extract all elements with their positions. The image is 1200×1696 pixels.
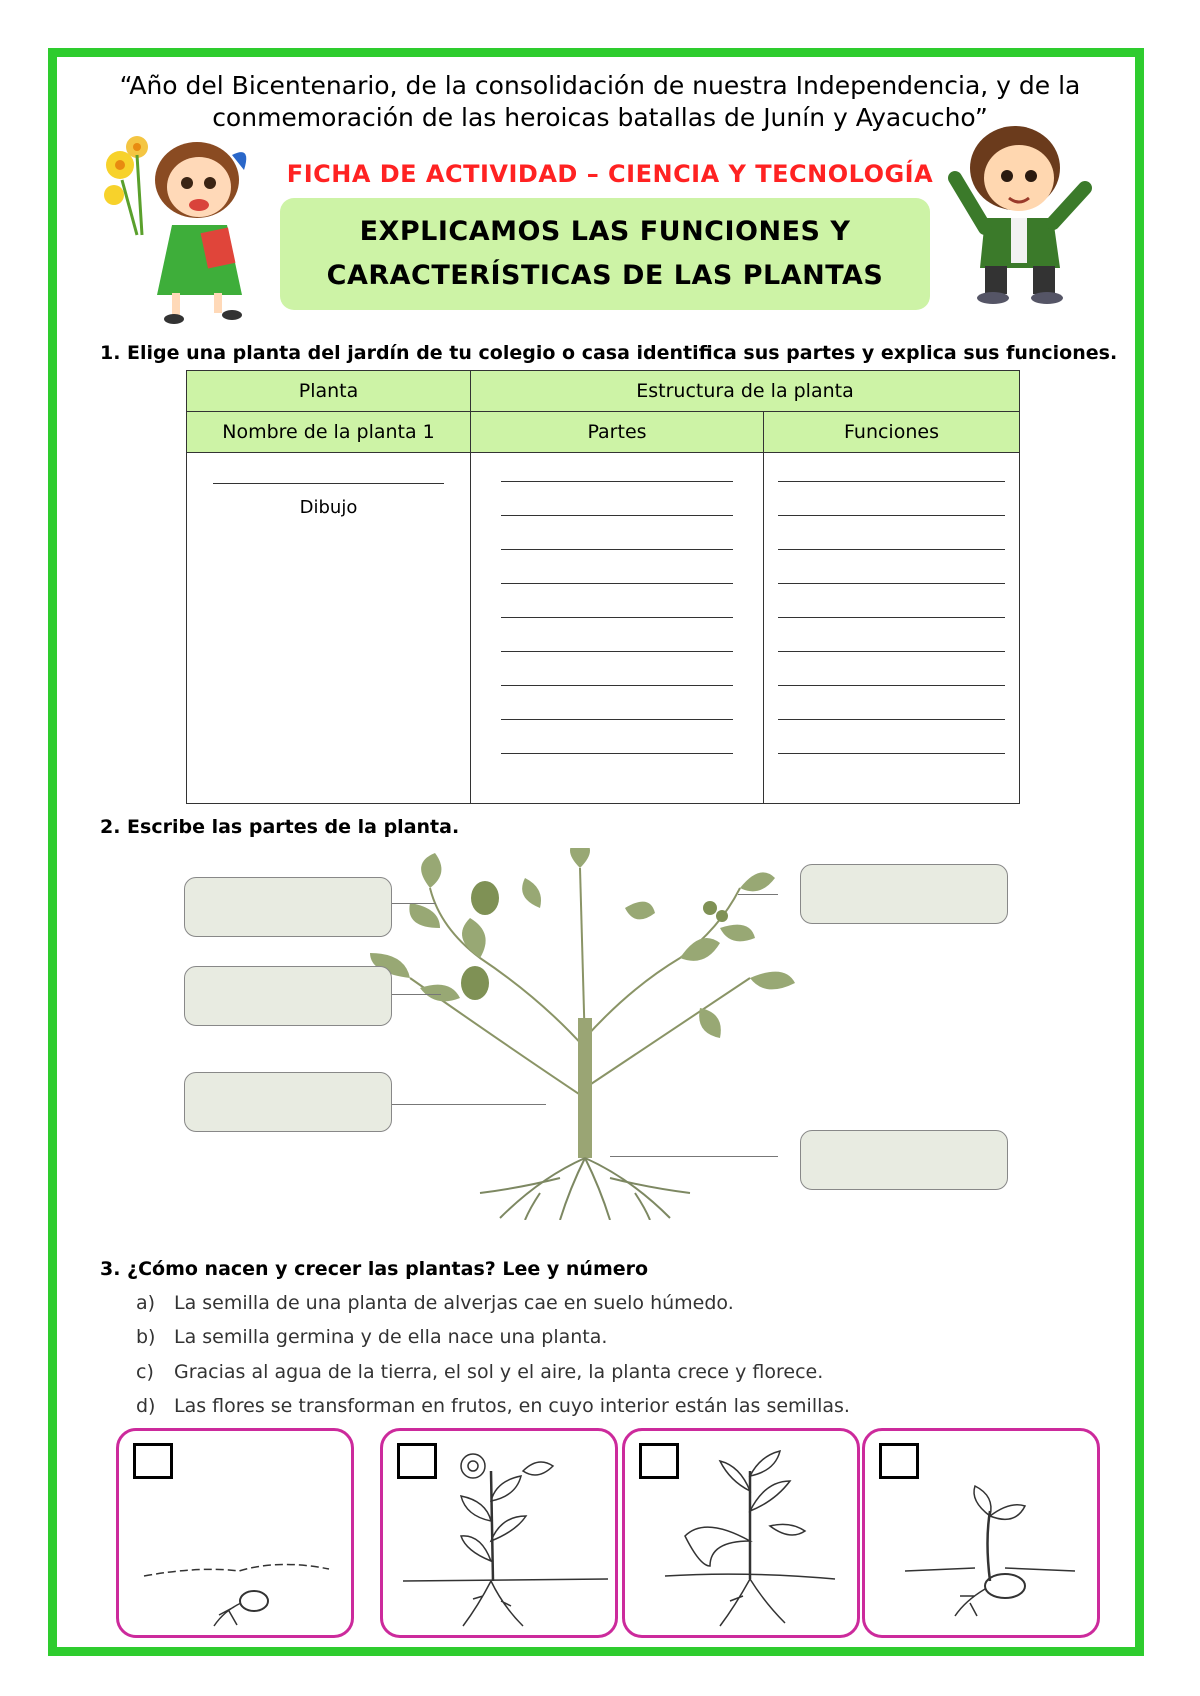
functions-line[interactable] bbox=[778, 583, 1005, 584]
motto-line-2: conmemoración de las heroicas batallas de Junín y Ayacucho” bbox=[212, 103, 988, 132]
option-b bbox=[136, 1326, 607, 1348]
stage-panel-growing bbox=[622, 1428, 860, 1638]
question-3: 3. ¿Cómo nacen y crecer las plantas? Lee y número bbox=[100, 1258, 649, 1280]
option-letter: c) bbox=[136, 1361, 154, 1383]
connector-line bbox=[386, 903, 436, 904]
drawing-cell[interactable] bbox=[187, 453, 471, 804]
parts-line[interactable] bbox=[501, 753, 733, 754]
plant-name-line[interactable] bbox=[213, 483, 444, 484]
functions-line[interactable] bbox=[778, 515, 1005, 516]
stage-panel-flower bbox=[380, 1428, 618, 1638]
functions-line[interactable] bbox=[778, 481, 1005, 482]
functions-line[interactable] bbox=[778, 719, 1005, 720]
option-text: Gracias al agua de la tierra, el sol y el aire, la planta crece y florece. bbox=[174, 1361, 824, 1383]
stage-panel-seed bbox=[116, 1428, 354, 1638]
plant-part-box[interactable] bbox=[800, 1130, 1008, 1190]
order-checkbox[interactable] bbox=[879, 1443, 919, 1479]
header-plant-name: Nombre de la planta 1 bbox=[187, 412, 471, 453]
parts-cell[interactable] bbox=[471, 453, 764, 804]
plant-part-box[interactable] bbox=[184, 1072, 392, 1132]
option-letter: b) bbox=[136, 1326, 156, 1348]
functions-line[interactable] bbox=[778, 549, 1005, 550]
title-line-1: EXPLICAMOS LAS FUNCIONES Y bbox=[359, 216, 851, 247]
connector-line bbox=[738, 894, 778, 895]
plant-table bbox=[186, 370, 1020, 804]
option-text: La semilla germina y de ella nace una planta. bbox=[174, 1326, 608, 1348]
order-checkbox[interactable] bbox=[397, 1443, 437, 1479]
girl-illustration bbox=[92, 125, 292, 325]
parts-line[interactable] bbox=[501, 719, 733, 720]
stage-panel-germination bbox=[862, 1428, 1100, 1638]
plant-part-box[interactable] bbox=[184, 966, 392, 1026]
question-2: 2. Escribe las partes de la planta. bbox=[100, 816, 460, 838]
functions-line[interactable] bbox=[778, 753, 1005, 754]
header-plant: Planta bbox=[187, 371, 471, 412]
parts-line[interactable] bbox=[501, 515, 733, 516]
option-d bbox=[136, 1395, 850, 1417]
motto-line-1: “Año del Bicentenario, de la consolidación de nuestra Independencia, y de la bbox=[119, 71, 1081, 100]
option-text: Las flores se transforman en frutos, en cuyo interior están las semillas. bbox=[174, 1395, 850, 1417]
parts-line[interactable] bbox=[501, 651, 733, 652]
header-functions: Funciones bbox=[764, 412, 1020, 453]
plant-part-box[interactable] bbox=[800, 864, 1008, 924]
header-structure: Estructura de la planta bbox=[471, 371, 1020, 412]
connector-line bbox=[386, 1104, 546, 1105]
option-text: La semilla de una planta de alverjas cae en suelo húmedo. bbox=[174, 1292, 734, 1314]
drawing-label: Dibujo bbox=[299, 497, 358, 518]
functions-cell[interactable] bbox=[764, 453, 1020, 804]
plant-diagram bbox=[180, 848, 1020, 1220]
parts-line[interactable] bbox=[501, 685, 733, 686]
order-checkbox[interactable] bbox=[133, 1443, 173, 1479]
functions-line[interactable] bbox=[778, 617, 1005, 618]
plant-part-box[interactable] bbox=[184, 877, 392, 937]
parts-line[interactable] bbox=[501, 481, 733, 482]
activity-label: FICHA DE ACTIVIDAD – CIENCIA Y TECNOLOGÍA bbox=[286, 160, 934, 188]
header-parts: Partes bbox=[471, 412, 764, 453]
option-a bbox=[136, 1292, 734, 1314]
order-checkbox[interactable] bbox=[639, 1443, 679, 1479]
parts-line[interactable] bbox=[501, 583, 733, 584]
title-box bbox=[280, 198, 930, 310]
connector-line bbox=[610, 1156, 778, 1157]
functions-line[interactable] bbox=[778, 685, 1005, 686]
title-line-2: CARACTERÍSTICAS DE LAS PLANTAS bbox=[326, 260, 884, 291]
parts-line[interactable] bbox=[501, 617, 733, 618]
functions-line[interactable] bbox=[778, 651, 1005, 652]
parts-line[interactable] bbox=[501, 549, 733, 550]
boy-illustration bbox=[935, 118, 1135, 308]
option-letter: a) bbox=[136, 1292, 156, 1314]
option-c bbox=[136, 1361, 823, 1383]
option-letter: d) bbox=[136, 1395, 156, 1417]
question-1: 1. Elige una planta del jardín de tu colegio o casa identifica sus partes y explica sus funciones. bbox=[100, 342, 1118, 364]
connector-line bbox=[386, 994, 441, 995]
